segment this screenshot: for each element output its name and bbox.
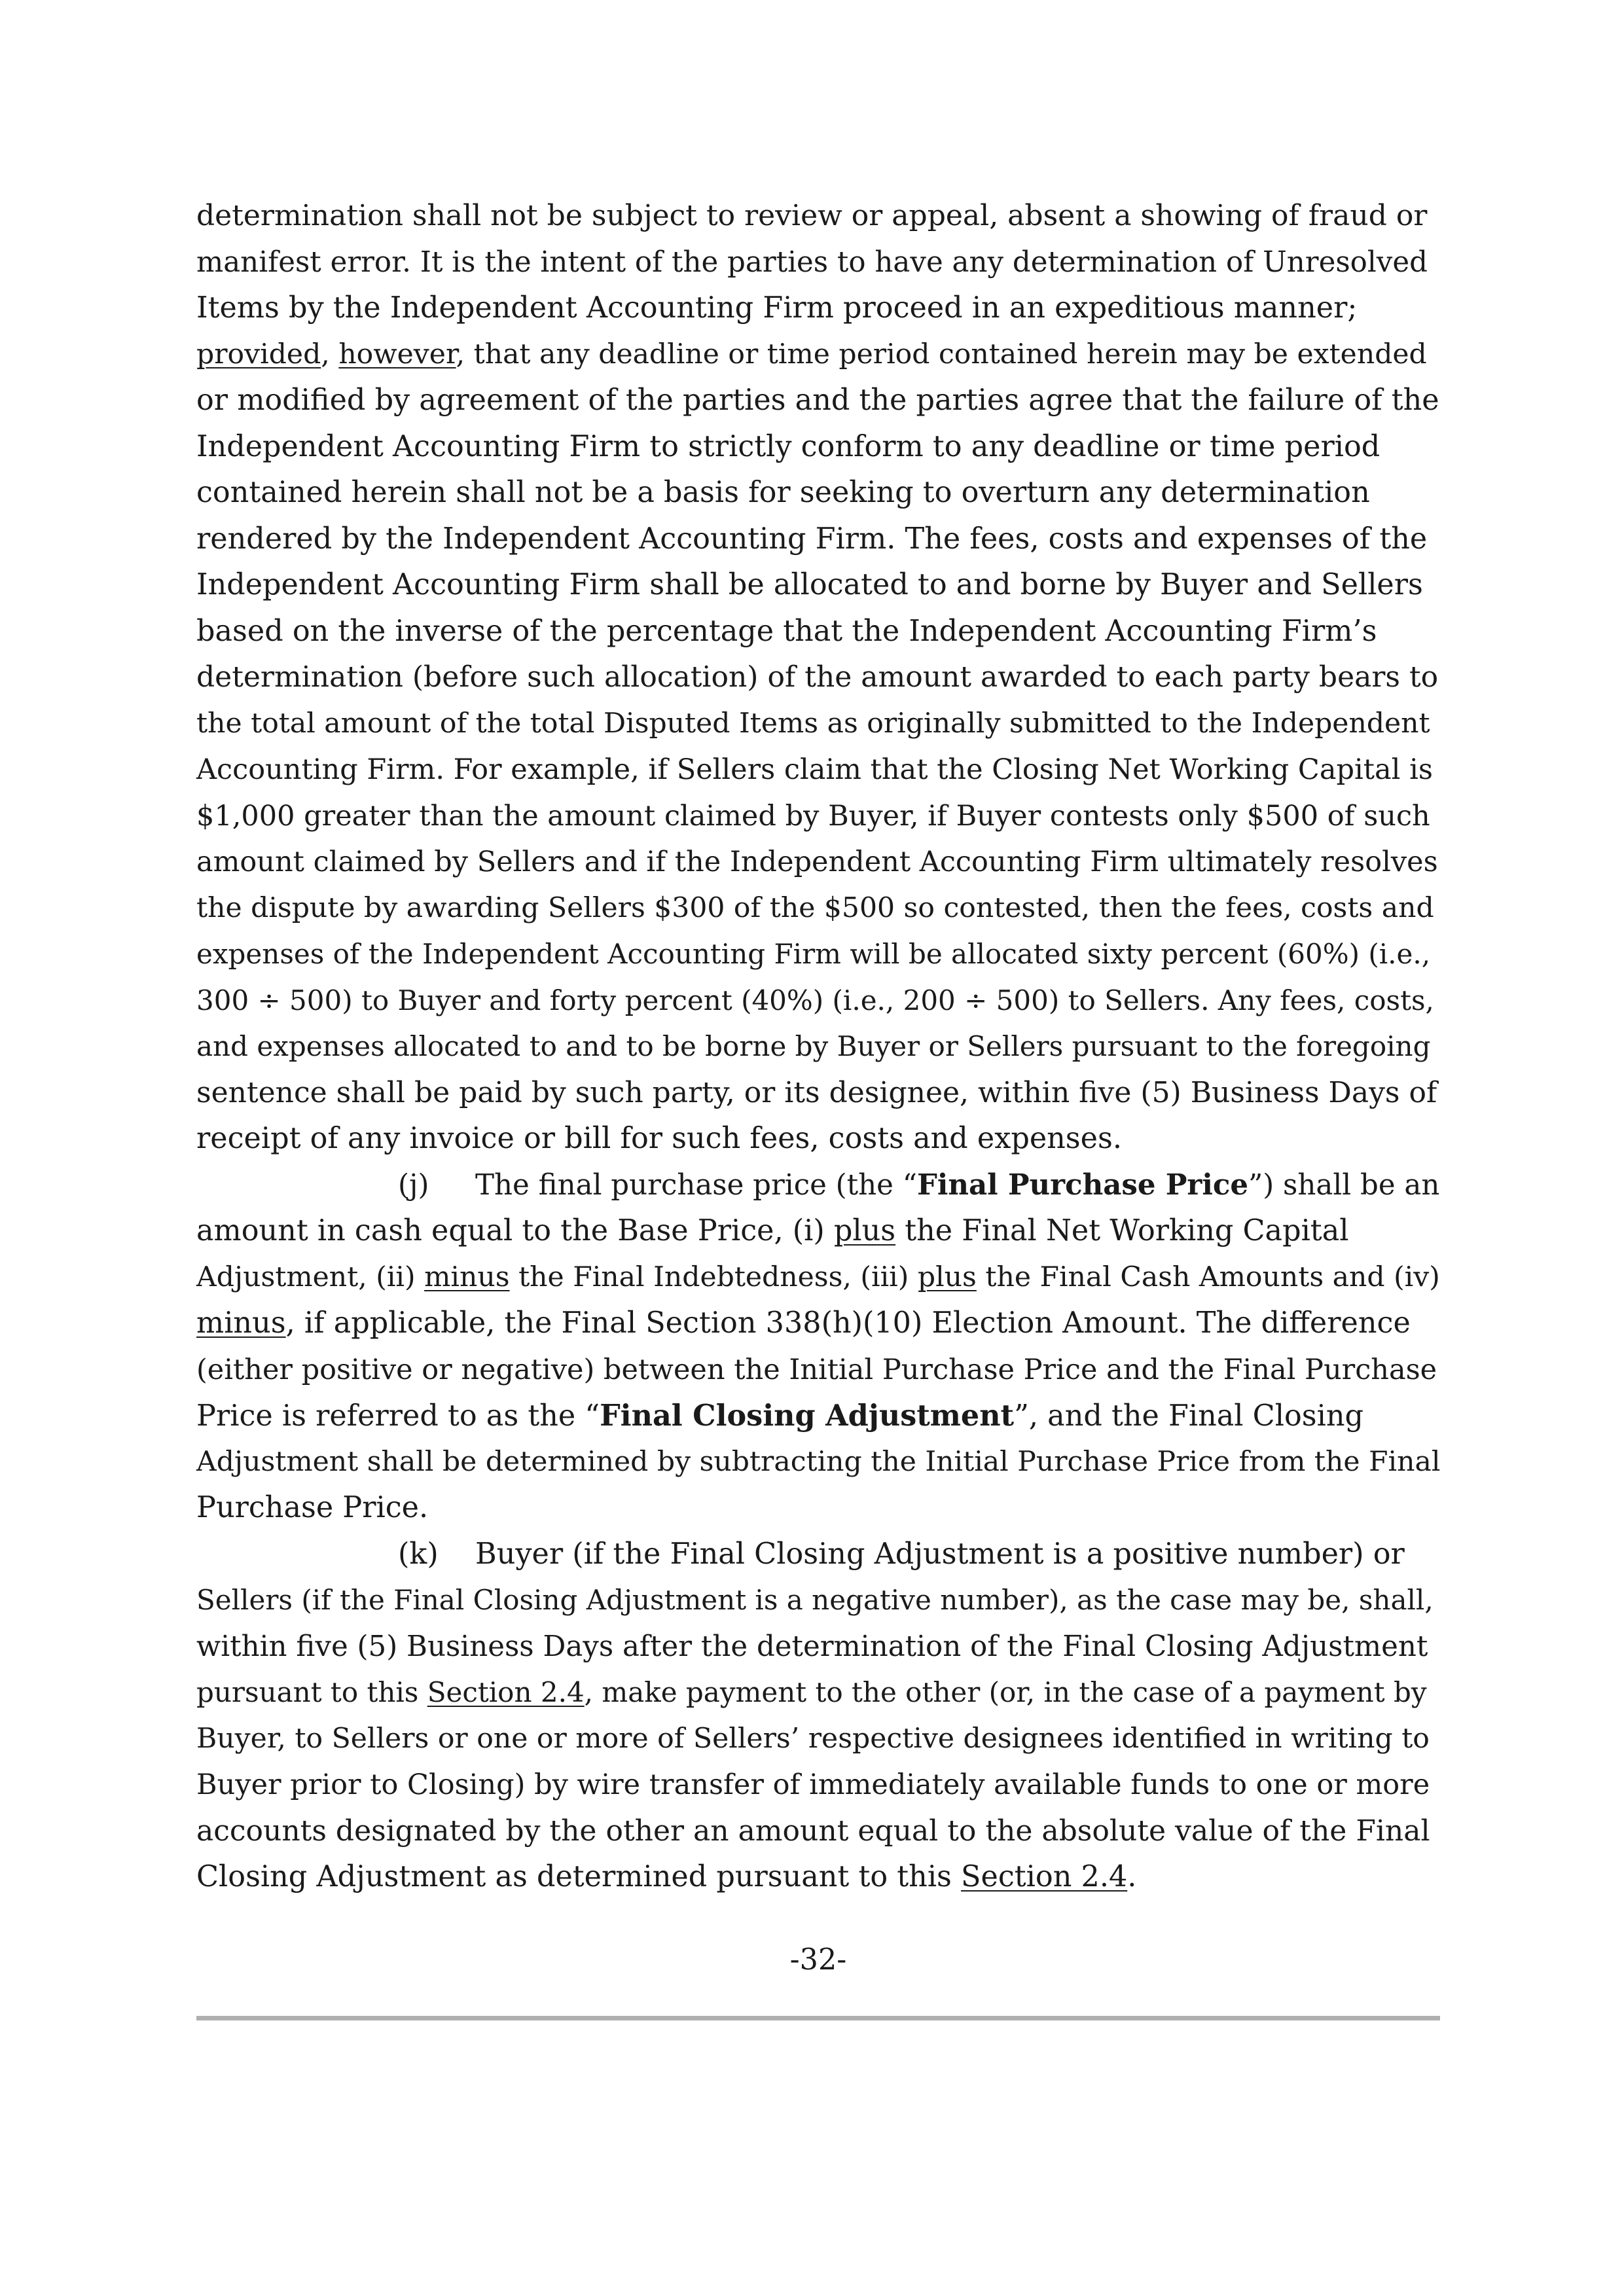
minus-term: minus bbox=[424, 1261, 510, 1293]
text-line: based on the inverse of the percentage that the Independent Accounting Firm’s bbox=[196, 614, 1377, 648]
text-line: Adjustment shall be determined by subtracting the Initial Purchase Price from the Final bbox=[196, 1445, 1441, 1478]
text-line: rendered by the Independent Accounting Firm. The fees, costs and expenses of the bbox=[196, 522, 1428, 556]
text-run: the Final Cash Amounts and (iv) bbox=[976, 1261, 1440, 1293]
text-line: accounts designated by the other an amount equal to the absolute value of the Final bbox=[196, 1814, 1430, 1848]
text-line: Independent Accounting Firm to strictly conform to any deadline or time period bbox=[196, 429, 1380, 463]
clause-label-k: (k) bbox=[398, 1537, 439, 1571]
text-run: , if applicable, the Final Section 338(h)(10) Election Amount. The difference bbox=[285, 1306, 1411, 1340]
text-line: contained herein shall not be a basis for seeking to overturn any determination bbox=[196, 476, 1370, 509]
text-line: $1,000 greater than the amount claimed by Buyer, if Buyer contests only $500 of such bbox=[196, 799, 1430, 833]
text-line: and expenses allocated to and to be borne by Buyer or Sellers pursuant to the foregoing bbox=[196, 1030, 1431, 1062]
text-run: Adjustment, (ii) bbox=[196, 1261, 425, 1293]
section-reference: Section 2.4 bbox=[427, 1676, 585, 1708]
minus-term: minus bbox=[196, 1306, 286, 1340]
text-line: (either positive or negative) between the Initial Purchase Price and the Final Purchase bbox=[196, 1353, 1437, 1386]
text-line: 300 ÷ 500) to Buyer and forty percent (40%) (i.e., 200 ÷ 500) to Sellers. Any fees, costs, bbox=[196, 984, 1434, 1016]
text-line: Items by the Independent Accounting Firm proceed in an expeditious manner; bbox=[196, 291, 1358, 325]
paragraph-dispute-resolution-fees bbox=[196, 193, 1440, 1162]
however-term: however bbox=[338, 338, 456, 370]
text-line: determination (before such allocation) of the amount awarded to each party bears to bbox=[196, 660, 1439, 694]
text-run: The final purchase price (the “ bbox=[475, 1168, 917, 1202]
text-line: Buyer, to Sellers or one or more of Sellers’ respective designees identified in writing to bbox=[196, 1722, 1430, 1755]
text-line bbox=[196, 1532, 1440, 1578]
plus-term: plus bbox=[917, 1261, 977, 1293]
defined-term-final-closing-adjustment: Final Closing Adjustment bbox=[600, 1399, 1015, 1433]
section-reference: Section 2.4 bbox=[961, 1860, 1128, 1893]
text-run: Price is referred to as the “ bbox=[196, 1399, 600, 1433]
text-line bbox=[196, 1393, 1440, 1439]
text-line: the total amount of the total Disputed Items as originally submitted to the Independent bbox=[196, 707, 1430, 740]
text-run: , bbox=[321, 338, 339, 370]
text-line: Purchase Price. bbox=[196, 1491, 429, 1524]
provided-term: provided bbox=[196, 338, 321, 370]
text-run: , make payment to the other (or, in the case of a payment by bbox=[584, 1676, 1427, 1708]
text-line: within five (5) Business Days after the determination of the Final Closing Adjustment bbox=[196, 1630, 1428, 1663]
text-line: manifest error. It is the intent of the parties to have any determination of Unresolved bbox=[196, 245, 1428, 279]
text-line bbox=[196, 1300, 1440, 1347]
paragraph-k-payment bbox=[196, 1532, 1440, 1901]
text-line: Accounting Firm. For example, if Sellers claim that the Closing Net Working Capital is bbox=[196, 753, 1433, 786]
text-run: pursuant to this bbox=[196, 1676, 427, 1708]
text-run: amount in cash equal to the Base Price, (i) bbox=[196, 1214, 834, 1247]
text-line bbox=[196, 1670, 1440, 1716]
text-line: sentence shall be paid by such party, or its designee, within five (5) Business Days of bbox=[196, 1075, 1437, 1109]
text-line bbox=[196, 1162, 1440, 1209]
text-line: the dispute by awarding Sellers $300 of the $500 so contested, then the fees, costs and bbox=[196, 891, 1434, 924]
text-run: the Final Net Working Capital bbox=[895, 1214, 1349, 1247]
clause-label-j: (j) bbox=[398, 1168, 429, 1202]
text-line: amount claimed by Sellers and if the Independent Accounting Firm ultimately resolves bbox=[196, 846, 1438, 878]
text-run: Buyer (if the Final Closing Adjustment is a positive number) or bbox=[475, 1537, 1405, 1571]
text-line bbox=[196, 1255, 1440, 1301]
text-run: , that any deadline or time period contained herein may be extended bbox=[456, 338, 1427, 370]
plus-term: plus bbox=[833, 1214, 896, 1247]
footer-divider bbox=[196, 2016, 1440, 2020]
text-line: receipt of any invoice or bill for such fees, costs and expenses. bbox=[196, 1122, 1122, 1155]
document-page bbox=[196, 193, 1440, 1901]
text-line: or modified by agreement of the parties and the parties agree that the failure of the bbox=[196, 384, 1439, 417]
text-run: ”) shall be an bbox=[1248, 1168, 1440, 1202]
text-line bbox=[196, 332, 1440, 378]
paragraph-j-final-purchase-price bbox=[196, 1162, 1440, 1532]
text-run: . bbox=[1127, 1860, 1137, 1893]
text-line: expenses of the Independent Accounting Firm will be allocated sixty percent (60%) (i.e., bbox=[196, 938, 1431, 970]
defined-term-final-purchase-price: Final Purchase Price bbox=[916, 1168, 1249, 1202]
text-line bbox=[196, 1208, 1440, 1255]
text-line: Sellers (if the Final Closing Adjustment is a negative number), as the case may be, shall, bbox=[196, 1584, 1434, 1616]
text-run: Closing Adjustment as determined pursuant to this bbox=[196, 1860, 962, 1893]
text-line bbox=[196, 1854, 1440, 1901]
text-run: the Final Indebtedness, (iii) bbox=[509, 1261, 918, 1293]
text-line: determination shall not be subject to review or appeal, absent a showing of fraud or bbox=[196, 199, 1428, 232]
text-run: ”, and the Final Closing bbox=[1014, 1399, 1363, 1433]
text-line: Independent Accounting Firm shall be allocated to and borne by Buyer and Sellers bbox=[196, 568, 1423, 601]
text-line: Buyer prior to Closing) by wire transfer of immediately available funds to one or more bbox=[196, 1768, 1430, 1801]
page-number: -32- bbox=[789, 1943, 847, 1977]
